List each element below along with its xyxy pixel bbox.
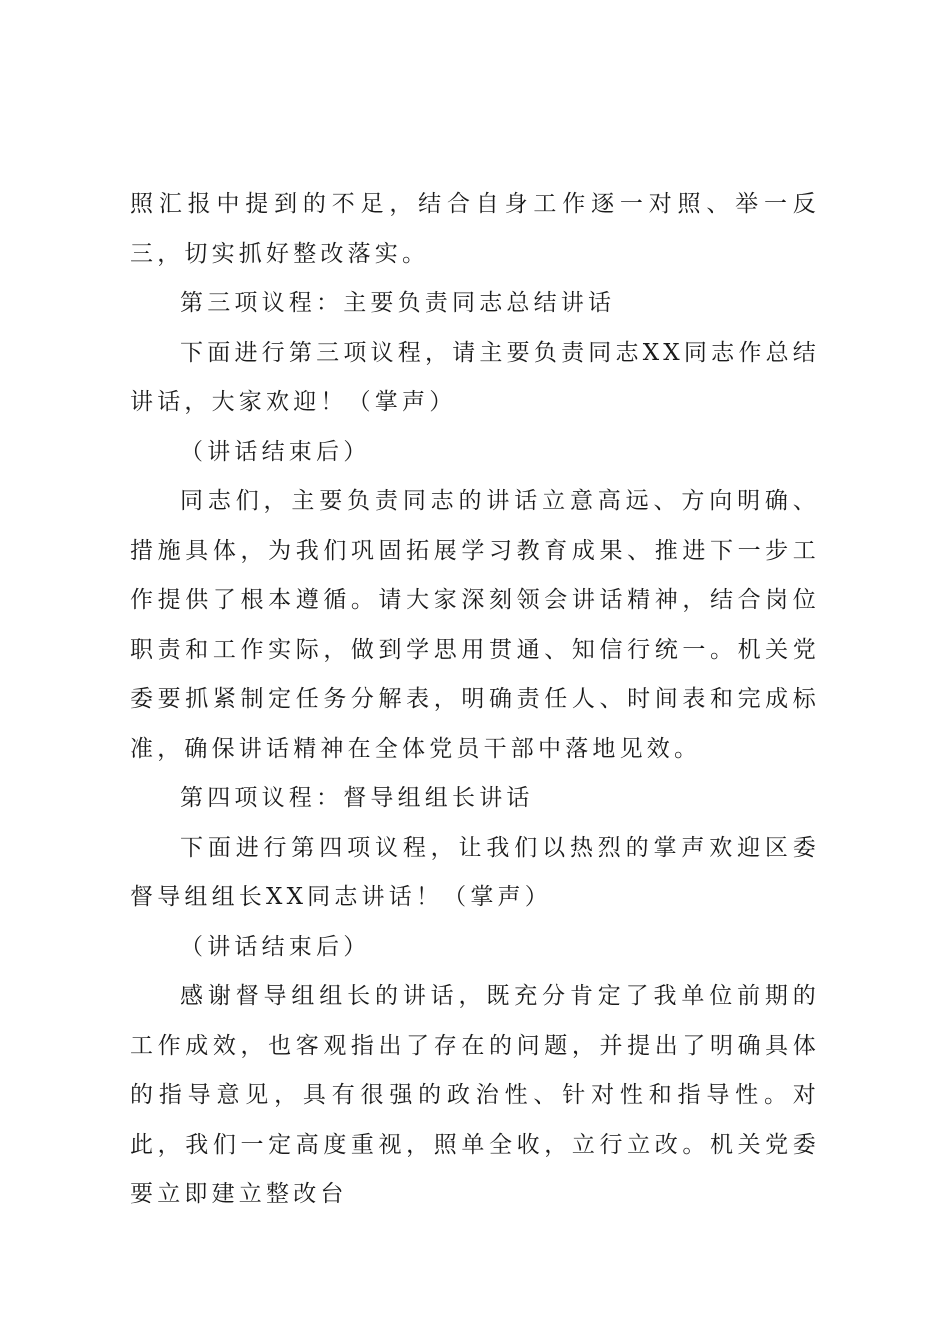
summary-paragraph-three: 同志们，主要负责同志的讲话立意高远、方向明确、措施具体，为我们巩固拓展学习教育成果、推进下一步工作提供了根本遵循。请大家深刻领会讲话精神，结合岗位职责和工作实际，做到学思用贯通、知信行统一。机关党委要抓紧制定任务分解表，明确责任人、时间表和完成标准，确保讲话精神在全体党员干部中落地见效。 bbox=[130, 488, 820, 762]
agenda-item-four-intro: 下面进行第四项议程，让我们以热烈的掌声欢迎区委督导组组长XX同志讲话！（掌声） bbox=[130, 834, 820, 910]
after-speech-note: （讲话结束后） bbox=[180, 438, 371, 465]
agenda-item-three-intro: 下面进行第三项议程，请主要负责同志XX同志作总结讲话，大家欢迎！（掌声） bbox=[130, 339, 820, 415]
agenda-item-three-heading: 第三项议程：主要负责同志总结讲话 bbox=[180, 290, 616, 316]
summary-paragraph-four: 感谢督导组组长的讲话，既充分肯定了我单位前期的工作成效，也客观指出了存在的问题，并提出了明确具体的指导意见，具有很强的政治性、针对性和指导性。对此，我们一定高度重视，照单全收，立行立改。机关党委要立即建立整改台 bbox=[130, 983, 820, 1207]
document-body bbox=[130, 180, 820, 1220]
agenda-item-four-heading: 第四项议程：督导组组长讲话 bbox=[180, 785, 534, 811]
paragraph-continuation: 照汇报中提到的不足，结合自身工作逐一对照、举一反三，切实抓好整改落实。 bbox=[130, 191, 820, 267]
after-speech-note: （讲话结束后） bbox=[180, 933, 371, 960]
